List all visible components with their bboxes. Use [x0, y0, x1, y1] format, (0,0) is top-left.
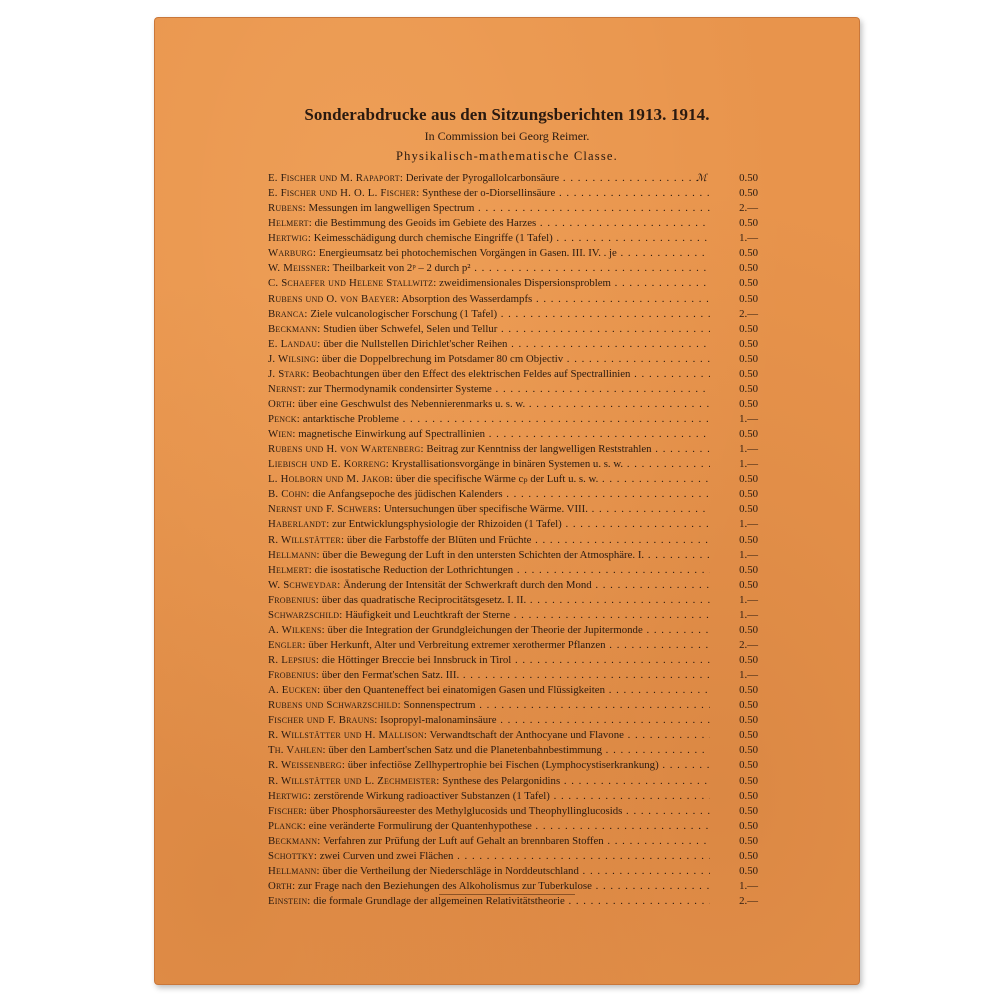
entry-author: Hellmann: — [268, 864, 320, 877]
list-item — [268, 201, 756, 216]
entry-price: 0.50 — [739, 533, 758, 546]
entry-text — [268, 578, 710, 593]
entry-title: die Anfangsepoche des jüdischen Kalenders — [312, 488, 503, 501]
entry-title: Untersuchungen über specifische Wärme. VIII. — [383, 503, 588, 516]
entry-title: über die specifische Wärme cₚ der Luft u. s. w. — [395, 473, 599, 486]
entry-text — [268, 382, 710, 397]
entry-price: 2.— — [739, 638, 758, 651]
entry-title: über die Vertheilung der Niederschläge in Norddeutschland — [322, 864, 579, 877]
entry-text — [268, 307, 710, 322]
entry-author: J. Stark: — [268, 367, 310, 380]
entry-price: 0.50 — [739, 714, 758, 727]
entry-price: 2.— — [739, 307, 758, 320]
entry-text — [268, 276, 710, 291]
entry-title: zur Frage nach den Beziehungen des Alkoholismus zur Tuberkulose — [298, 879, 592, 892]
entry-author: E. Fischer und M. Rapaport: — [268, 172, 404, 184]
list-item — [268, 533, 756, 548]
list-item — [268, 683, 756, 698]
entry-title: über den Quanteneffect bei einatomigen Gasen und Flüssigkeiten — [323, 684, 605, 697]
entry-author: Branca: — [268, 307, 308, 320]
entry-text — [268, 487, 710, 502]
entry-price: 0.50 — [739, 172, 758, 184]
entry-title: über das quadratische Reciprocitätsgesetz. I. II. — [321, 593, 527, 606]
entry-title: Absorption des Wasserdampfs — [401, 292, 533, 305]
list-item — [268, 834, 756, 849]
entry-text — [268, 623, 710, 638]
entry-author: Fischer: — [268, 804, 308, 817]
entry-author: Frobenius: — [268, 669, 320, 682]
entry-text — [268, 472, 710, 487]
entry-title: über die Nullstellen Dirichlet'scher Reihen — [323, 337, 508, 350]
entry-title: Häufigkeit und Leuchtkraft der Sterne — [345, 608, 511, 621]
entry-text — [268, 834, 710, 849]
entry-author: Planck: — [268, 819, 306, 832]
list-item — [268, 894, 756, 909]
entry-author: C. Schaefer und Helene Stallwitz: — [268, 277, 437, 290]
entry-price: 0.50 — [739, 488, 758, 501]
entry-title: Verwandtschaft der Anthocyane und Flavone — [429, 729, 624, 742]
entry-author: R. Willstätter und L. Zechmeister: — [268, 774, 440, 787]
entry-author: R. Lepsius: — [268, 654, 320, 666]
list-item — [268, 623, 756, 638]
entry-title: Studien über Schwefel, Selen und Tellur — [323, 322, 498, 335]
entry-author: Helmert: — [268, 563, 312, 576]
list-item — [268, 819, 756, 834]
entry-text — [268, 261, 710, 276]
entry-price: 1.— — [739, 608, 758, 621]
list-item — [268, 412, 756, 427]
divider-rule — [439, 894, 575, 895]
entry-title: über Herkunft, Alter und Verbreitung extremer xerothermer Pflanzen — [308, 638, 606, 651]
entry-price: 1.— — [739, 548, 758, 561]
entry-text — [268, 186, 710, 201]
list-item — [268, 276, 756, 291]
section-heading: Physikalisch-mathematische Classe. — [395, 149, 618, 163]
entry-author: R. Willstätter: — [268, 533, 345, 546]
entry-price: 0.50 — [739, 578, 758, 591]
entry-text — [268, 231, 710, 246]
entry-price: 0.50 — [739, 759, 758, 772]
entry-text — [268, 412, 710, 427]
list-item — [268, 728, 756, 743]
list-item — [268, 472, 756, 487]
entry-title: über die Integration der Grundgleichungen der Theorie der Jupitermonde — [327, 623, 643, 636]
entry-price: 0.50 — [739, 774, 758, 787]
entry-price: 0.50 — [739, 187, 758, 200]
entry-author: Nernst: — [268, 382, 306, 395]
entry-price: 0.50 — [739, 473, 758, 486]
entry-author: Engler: — [268, 638, 306, 651]
entry-price: 0.50 — [739, 834, 758, 847]
entry-price: 0.50 — [739, 503, 758, 516]
list-item — [268, 698, 756, 713]
list-item — [268, 743, 756, 758]
entry-author: Einstein: — [268, 895, 311, 907]
entry-price: 0.50 — [739, 563, 758, 576]
entry-text — [268, 593, 710, 608]
list-item — [268, 397, 756, 412]
entry-author: B. Cohn: — [268, 488, 310, 501]
entry-price: 0.50 — [739, 654, 758, 666]
entry-text — [268, 216, 710, 231]
entry-price: 0.50 — [739, 397, 758, 410]
entry-text — [268, 292, 710, 307]
entry-text — [268, 683, 710, 698]
list-item — [268, 457, 756, 472]
list-item — [268, 849, 756, 864]
publication-list — [268, 171, 756, 909]
entry-text — [268, 548, 710, 563]
entry-title: Beitrag zur Kenntniss der langwelligen Reststrahlen — [426, 443, 652, 456]
entry-text — [268, 442, 710, 457]
entry-title: Synthese der o-Diorsellinsäure — [422, 187, 556, 200]
entry-title: über infectiöse Zellhypertrophie bei Fischen (Lymphocystiserkrankung) — [347, 759, 659, 772]
entry-text — [268, 804, 710, 819]
entry-text — [268, 653, 710, 668]
entry-text — [268, 171, 710, 186]
entry-title: Beobachtungen über den Effect des elektrischen Feldes auf Spectrallinien — [312, 367, 631, 380]
entry-author: Th. Vahlen: — [268, 744, 326, 757]
entry-text — [268, 789, 710, 804]
entry-price: 1.— — [739, 669, 758, 682]
entry-title: Keimesschädigung durch chemische Eingriffe (1 Tafel) — [313, 232, 553, 245]
entry-author: Hellmann: — [268, 548, 320, 561]
entry-title: antarktische Probleme — [302, 413, 399, 425]
entry-text — [268, 713, 710, 728]
entry-price: 0.50 — [739, 819, 758, 832]
entry-title: Theilbarkeit von 2ᵖ – 2 durch p² — [332, 262, 471, 275]
list-item — [268, 789, 756, 804]
entry-author: Penck: — [268, 413, 300, 425]
entry-price: 1.— — [739, 518, 758, 531]
entry-author: Hertwig: — [268, 232, 312, 245]
entry-title: die Höttinger Breccie bei Innsbruck in Tirol — [321, 654, 512, 666]
entry-text — [268, 819, 710, 834]
list-item — [268, 382, 756, 397]
entry-text — [268, 743, 710, 758]
entry-price: 0.50 — [739, 744, 758, 757]
entry-text — [268, 427, 710, 442]
entry-text — [268, 201, 710, 216]
entry-author: E. Fischer und H. O. L. Fischer: — [268, 187, 420, 200]
entry-title: über eine Geschwulst des Nebennierenmarks u. s. w. — [298, 397, 526, 410]
entry-title: Sonnenspectrum — [403, 699, 476, 712]
list-item — [268, 548, 756, 563]
entry-author: W. Meissner: — [268, 262, 331, 275]
entry-title: Isopropyl-malonaminsäure — [380, 714, 497, 727]
entry-price: 0.50 — [739, 789, 758, 802]
list-item — [268, 186, 756, 201]
entry-price: 0.50 — [739, 367, 758, 380]
entry-title: die isostatische Reduction der Lothrichtungen — [314, 563, 514, 576]
entry-author: Helmert: — [268, 217, 312, 230]
entry-text — [268, 728, 710, 743]
entry-text — [268, 397, 710, 412]
entry-price: 2.— — [739, 895, 758, 907]
entry-author: R. Willstätter und H. Mallison: — [268, 729, 428, 742]
list-item — [268, 804, 756, 819]
entry-price: 1.— — [739, 232, 758, 245]
list-item — [268, 427, 756, 442]
entry-author: R. Weissenberg: — [268, 759, 346, 772]
entry-text — [268, 894, 710, 909]
entry-author: Liebisch und E. Korreng: — [268, 458, 389, 471]
entry-price: 1.— — [739, 879, 758, 892]
list-item — [268, 352, 756, 367]
list-item — [268, 517, 756, 532]
entry-text — [268, 668, 710, 683]
entry-text — [268, 774, 710, 789]
entry-price: 0.50 — [739, 864, 758, 877]
entry-title: zur Entwicklungsphysiologie der Rhizoiden (1 Tafel) — [332, 518, 562, 531]
list-item — [268, 171, 756, 186]
entry-text — [268, 322, 710, 337]
entry-price: 0.50 — [739, 804, 758, 817]
entry-title: Synthese des Pelargonidins — [442, 774, 561, 787]
list-item — [268, 563, 756, 578]
list-item — [268, 502, 756, 517]
list-item — [268, 231, 756, 246]
entry-text — [268, 352, 710, 367]
entry-author: J. Wilsing: — [268, 352, 320, 365]
entry-author: Haberlandt: — [268, 518, 330, 531]
entry-price: 0.50 — [739, 382, 758, 395]
list-item — [268, 307, 756, 322]
entry-text — [268, 533, 710, 548]
entry-price: 1.— — [739, 443, 758, 456]
entry-author: Schottky: — [268, 849, 318, 862]
list-item — [268, 879, 756, 894]
entry-price: 2.— — [739, 202, 758, 215]
entry-price: 0.50 — [739, 428, 758, 441]
entry-title: zwei Curven und zwei Flächen — [319, 849, 454, 862]
entry-text — [268, 517, 710, 532]
entry-title: zweidimensionales Dispersionsproblem — [439, 277, 611, 290]
list-item — [268, 864, 756, 879]
list-item — [268, 367, 756, 382]
entry-title: zur Thermodynamik condensirter Systeme — [308, 382, 492, 395]
entry-title: über die Farbstoffe der Blüten und Früchte — [346, 533, 532, 546]
entry-author: A. Wilkens: — [268, 623, 325, 636]
list-item — [268, 593, 756, 608]
publisher-line: In Commission bei Georg Reimer. — [424, 129, 590, 143]
list-item — [268, 713, 756, 728]
entry-author: Wien: — [268, 428, 296, 441]
list-item — [268, 246, 756, 261]
entry-author: W. Schweydar: — [268, 578, 341, 591]
entry-title: eine veränderte Formulirung der Quantenhypothese — [308, 819, 532, 832]
entry-author: Orth: — [268, 397, 296, 410]
entry-text — [268, 698, 710, 713]
list-item — [268, 216, 756, 231]
entry-title: über den Fermat'schen Satz. III. — [321, 669, 460, 682]
entry-text — [268, 864, 710, 879]
entry-title: Derivate der Pyrogallolcarbonsäure — [405, 172, 560, 184]
entry-title: Ziele vulcanologischer Forschung (1 Tafel) — [310, 307, 498, 320]
entry-title: magnetische Einwirkung auf Spectrallinien — [298, 428, 486, 441]
entry-price: 1.— — [739, 593, 758, 606]
entry-author: Rubens und O. von Baeyer: — [268, 292, 400, 305]
list-item — [268, 337, 756, 352]
list-item — [268, 578, 756, 593]
entry-author: Rubens: — [268, 202, 306, 215]
entry-author: Frobenius: — [268, 593, 320, 606]
entry-title: über die Doppelbrechung im Potsdamer 80 cm Objectiv — [321, 352, 564, 365]
list-item — [268, 653, 756, 668]
entry-price: 0.50 — [739, 337, 758, 350]
entry-price: 0.50 — [739, 262, 758, 275]
list-item — [268, 322, 756, 337]
entry-author: Rubens und H. von Wartenberg: — [268, 443, 424, 456]
entry-author: Beckmann: — [268, 834, 321, 847]
entry-author: Orth: — [268, 879, 296, 892]
entry-author: Beckmann: — [268, 322, 321, 335]
entry-price: 0.50 — [739, 247, 758, 260]
book-cover — [154, 17, 860, 985]
entry-price: 0.50 — [739, 684, 758, 697]
entry-title: Energieumsatz bei photochemischen Vorgängen in Gasen. III. IV. . je — [318, 247, 617, 260]
entry-text — [268, 367, 710, 382]
entry-title: über die Bewegung der Luft in den untersten Schichten der Atmosphäre. I. — [322, 548, 645, 561]
entry-price: 1.— — [739, 413, 758, 425]
list-item — [268, 774, 756, 789]
entry-title: Messungen im langwelligen Spectrum — [308, 202, 475, 215]
entry-text — [268, 246, 710, 261]
entry-title: die Bestimmung des Geoids im Gebiete des Harzes — [314, 217, 537, 230]
entry-price: 1.— — [739, 458, 758, 471]
list-item — [268, 261, 756, 276]
entry-price: 0.50 — [739, 699, 758, 712]
entry-title: über Phosphorsäureester des Methylglucosids und Theophyllinglucosids — [309, 804, 623, 817]
entry-text — [268, 608, 710, 623]
entry-author: Fischer und F. Brauns: — [268, 714, 378, 727]
entry-author: Rubens und Schwarzschild: — [268, 699, 401, 712]
entry-author: Nernst und F. Schwers: — [268, 503, 382, 516]
entry-title: über den Lambert'schen Satz und die Planetenbahnbestimmung — [328, 744, 602, 757]
entry-author: L. Holborn und M. Jakob: — [268, 473, 394, 486]
entry-author: Hertwig: — [268, 789, 312, 802]
list-item — [268, 608, 756, 623]
entry-title: Krystallisationsvorgänge in binären Systemen u. s. w. — [391, 458, 624, 471]
entry-title: zerstörende Wirkung radioactiver Substanzen (1 Tafel) — [313, 789, 550, 802]
list-item — [268, 758, 756, 773]
entry-text — [268, 457, 710, 472]
entry-author: Schwarzschild: — [268, 608, 343, 621]
entry-title: Verfahren zur Prüfung der Luft auf Gehalt an brennbaren Stoffen — [322, 834, 604, 847]
entry-text — [268, 758, 710, 773]
page-title: Sonderabdrucke aus den Sitzungsberichten 1913. 1914. — [304, 105, 710, 124]
entry-title: Änderung der Intensität der Schwerkraft durch den Mond — [343, 578, 592, 591]
entry-text — [268, 879, 710, 894]
currency-symbol: ℳ — [696, 173, 707, 184]
entry-price: 0.50 — [739, 849, 758, 862]
entry-author: A. Eucken: — [268, 684, 321, 697]
entry-author: Warburg: — [268, 247, 317, 260]
entry-text — [268, 849, 710, 864]
list-item — [268, 487, 756, 502]
list-item — [268, 292, 756, 307]
entry-price: 0.50 — [739, 623, 758, 636]
entry-author: E. Landau: — [268, 337, 321, 350]
entry-text — [268, 563, 710, 578]
list-item — [268, 442, 756, 457]
entry-text — [268, 502, 710, 517]
entry-price: 0.50 — [739, 729, 758, 742]
entry-price: 0.50 — [739, 352, 758, 365]
entry-price: 0.50 — [739, 292, 758, 305]
list-item — [268, 638, 756, 653]
entry-price: 0.50 — [739, 217, 758, 230]
entry-title: die formale Grundlage der allgemeinen Relativitätstheorie — [313, 895, 565, 907]
list-item — [268, 668, 756, 683]
entry-price: 0.50 — [739, 277, 758, 290]
entry-text — [268, 638, 710, 653]
entry-text — [268, 337, 710, 352]
entry-price: 0.50 — [739, 322, 758, 335]
